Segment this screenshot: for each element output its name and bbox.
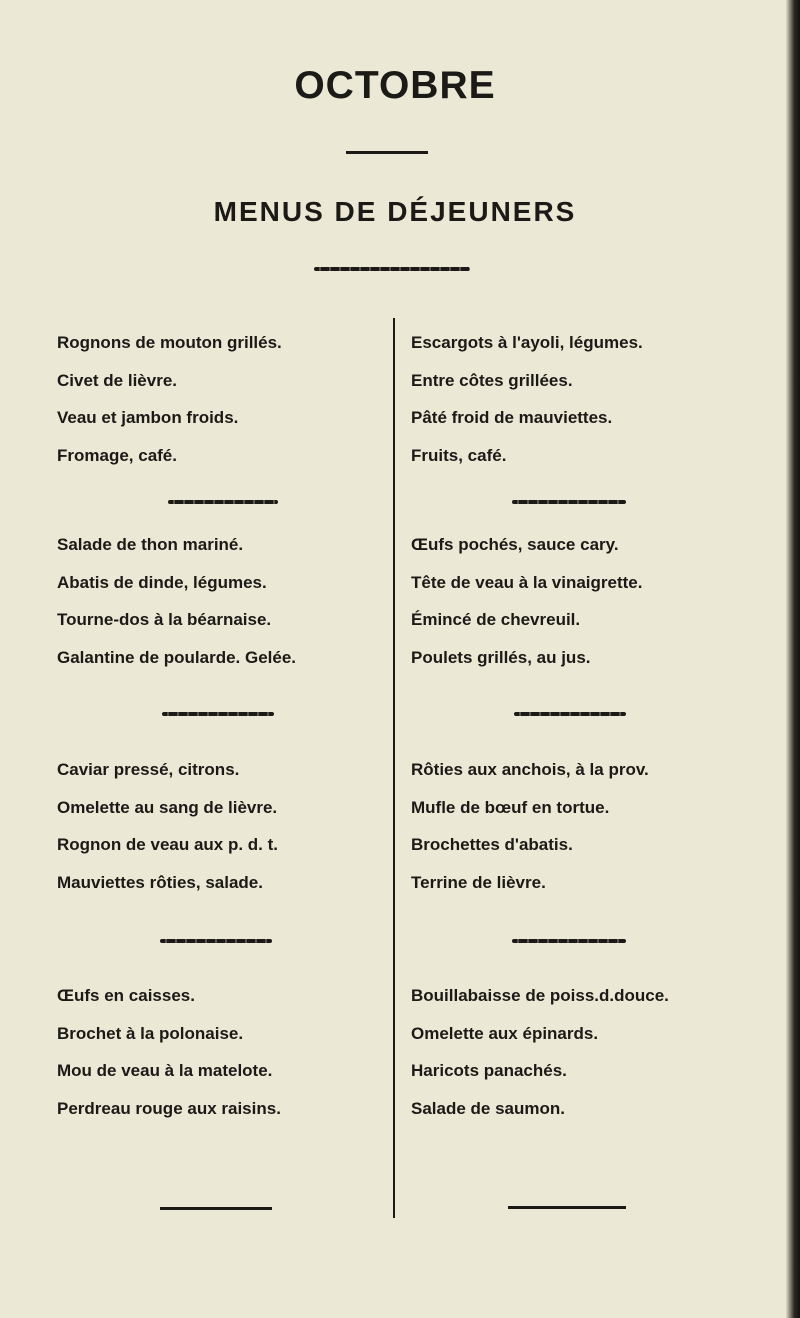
menu-item: Rôties aux anchois, à la prov. bbox=[411, 760, 649, 779]
page-title: OCTOBRE bbox=[294, 64, 496, 107]
menu-item: Fromage, café. bbox=[57, 445, 177, 465]
decorative-divider bbox=[314, 267, 470, 271]
decorative-divider bbox=[512, 500, 626, 504]
page-subtitle: MENUS DE DÉJEUNERS bbox=[213, 196, 577, 227]
title-rule bbox=[346, 151, 428, 154]
decorative-divider bbox=[512, 939, 626, 943]
menu-item: Omelette aux épinards. bbox=[411, 1023, 599, 1043]
right-menu-4 bbox=[411, 983, 669, 1133]
menu-item: Brochet à la polonaise. bbox=[57, 1023, 244, 1043]
decorative-divider bbox=[168, 500, 278, 504]
menu-item: Mauviettes rôties, salade. bbox=[57, 872, 263, 892]
menu-item: Rognon de veau aux p. d. t. bbox=[57, 835, 279, 854]
menu-item: Abatis de dinde, légumes. bbox=[57, 572, 267, 592]
menu-item: Perdreau rouge aux raisins. bbox=[57, 1098, 281, 1118]
menu-item: Omelette au sang de lièvre. bbox=[57, 797, 278, 817]
menu-item: Civet de lièvre. bbox=[57, 370, 178, 390]
menu-item: Salade de thon mariné. bbox=[57, 535, 244, 554]
menu-item: Escargots à l'ayoli, légumes. bbox=[411, 333, 643, 352]
left-menu-3 bbox=[57, 757, 278, 907]
menu-item: Œufs pochés, sauce cary. bbox=[411, 535, 619, 554]
menu-item: Œufs en caisses. bbox=[57, 986, 195, 1005]
menu-item: Tête de veau à la vinaigrette. bbox=[411, 572, 643, 592]
decorative-divider bbox=[160, 939, 272, 943]
menu-item: Tourne-dos à la béarnaise. bbox=[57, 610, 272, 629]
menu-item: Mou de veau à la matelote. bbox=[57, 1061, 273, 1080]
menu-item: Haricots panachés. bbox=[411, 1061, 567, 1080]
closing-rule bbox=[160, 1207, 272, 1210]
menu-item: Émincé de chevreuil. bbox=[411, 610, 581, 629]
menu-item: Brochettes d'abatis. bbox=[411, 835, 573, 854]
closing-rule bbox=[508, 1206, 626, 1209]
menu-item: Poulets grillés, au jus. bbox=[411, 647, 591, 667]
menu-item: Fruits, café. bbox=[411, 445, 507, 465]
menu-item: Salade de saumon. bbox=[411, 1098, 565, 1118]
decorative-divider bbox=[514, 712, 626, 716]
right-menu-2 bbox=[411, 532, 642, 682]
menu-item: Terrine de lièvre. bbox=[411, 872, 546, 892]
decorative-divider bbox=[162, 712, 274, 716]
menu-item: Bouillabaisse de poiss.d.douce. bbox=[411, 986, 669, 1005]
left-menu-1 bbox=[57, 330, 282, 480]
menu-item: Entre côtes grillées. bbox=[411, 370, 573, 390]
menu-item: Galantine de poularde. Gelée. bbox=[57, 647, 297, 667]
menu-item: Pâté froid de mauviettes. bbox=[411, 408, 613, 427]
right-menu-3 bbox=[411, 757, 649, 907]
left-menu-2 bbox=[57, 532, 296, 682]
menu-item: Rognons de mouton grillés. bbox=[57, 333, 282, 352]
menu-item: Mufle de bœuf en tortue. bbox=[411, 797, 610, 817]
menu-item: Veau et jambon froids. bbox=[57, 408, 239, 427]
left-menu-4 bbox=[57, 983, 281, 1133]
menu-item: Caviar pressé, citrons. bbox=[57, 760, 240, 779]
right-menu-1 bbox=[411, 330, 643, 480]
column-divider bbox=[393, 318, 395, 1218]
